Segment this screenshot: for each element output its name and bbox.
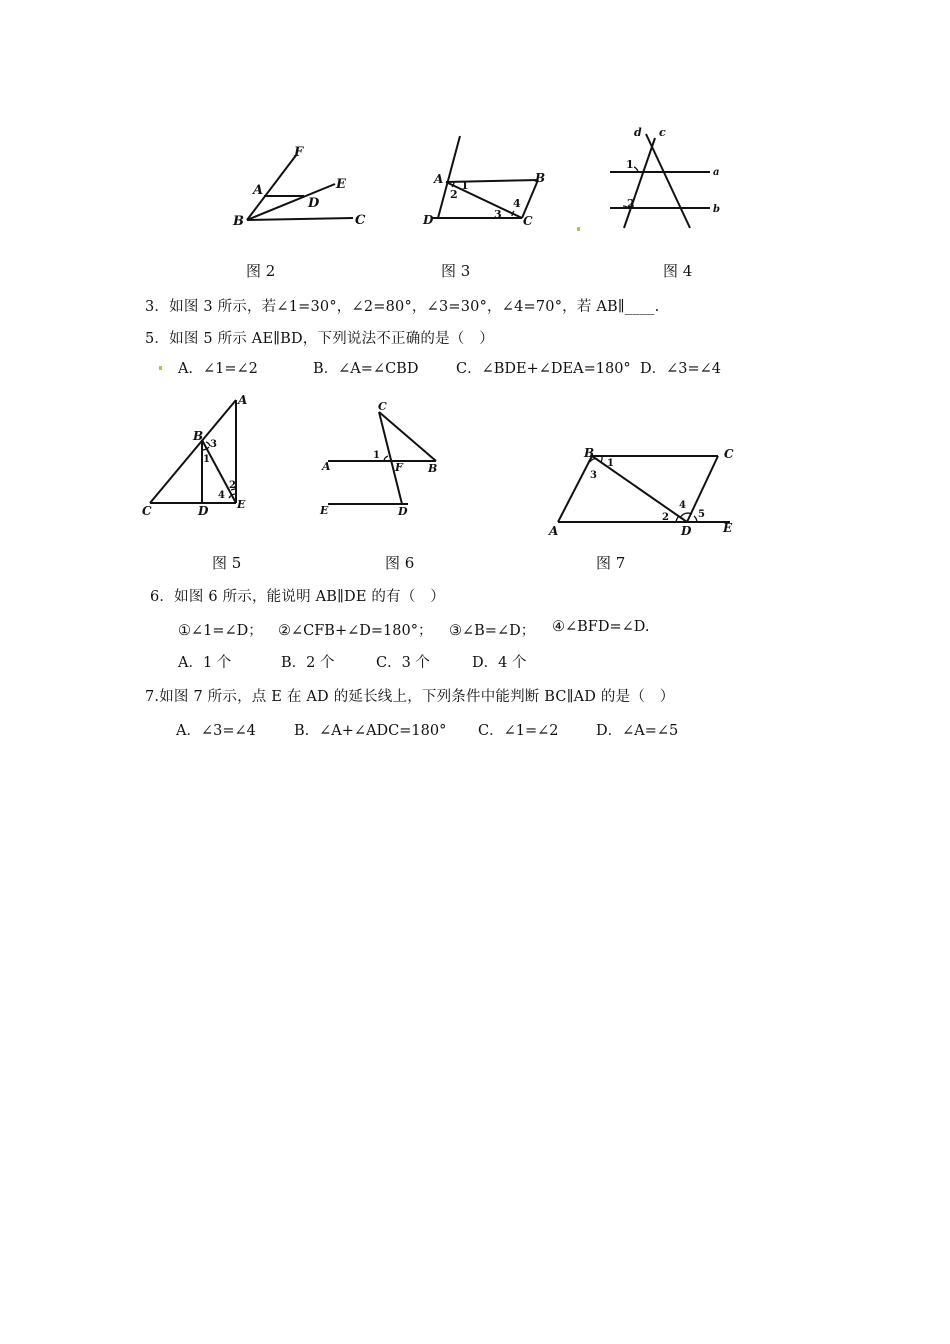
fig3-label-1: 1 [461,179,469,192]
fig5-label-E: E [237,498,246,511]
fig7-label-4: 4 [679,500,686,511]
fig7-label-1: 1 [607,458,614,469]
stray-mark [577,227,580,231]
fig3-label-3: 3 [494,208,502,221]
question-7-option-c: C．∠1=∠2 [478,723,559,739]
fig7-label-5: 5 [698,509,705,520]
figure-7 [546,442,746,538]
figure-4-diagram [606,124,731,234]
figure-6-caption: 图 6 [385,554,415,572]
fig6-label-1: 1 [373,450,380,461]
fig6-label-B: B [428,462,438,475]
fig3-label-2: 2 [450,188,458,201]
fig7-label-B: B [584,446,595,460]
fig3-label-A: A [434,172,444,186]
fig6-label-F: F [395,461,403,474]
question-6-text: 6．如图 6 所示，能说明 AB∥DE 的有（ ） [150,589,445,605]
fig5-label-4: 4 [218,490,225,501]
fig7-label-A: A [549,524,559,538]
fig5-label-B: B [193,429,204,443]
question-6-option-a: A．1 个 [178,655,232,671]
fig5-label-3: 3 [210,439,217,450]
stray-mark [159,366,162,370]
fig7-label-E: E [723,521,733,535]
figure-6-diagram [312,398,447,523]
question-7-option-a: A．∠3=∠4 [176,723,256,739]
figure-7-diagram [546,442,746,538]
fig4-label-2: 2 [627,197,635,210]
fig5-label-2: 2 [229,480,236,491]
fig5-label-C: C [142,504,152,518]
question-6-condition-3: ③∠B=∠D； [449,623,536,639]
fig7-label-3: 3 [590,470,597,481]
fig3-label-B: B [535,171,546,185]
fig5-label-A: A [238,393,248,407]
fig4-label-a: a [713,167,720,178]
fig2-label-A: A [253,183,264,198]
question-6-condition-2: ②∠CFB+∠D=180°； [278,623,433,639]
fig4-label-c: c [659,126,666,139]
fig7-label-2: 2 [662,512,669,523]
figure-2-diagram [225,140,375,235]
figure-3 [418,130,558,230]
fig2-label-D: D [308,196,320,211]
question-5-option-d: D．∠3=∠4 [640,361,722,377]
figure-3-caption: 图 3 [441,262,471,280]
figure-5-diagram [140,390,275,525]
question-5-option-b: B．∠A=∠CBD [313,361,419,377]
fig6-label-A: A [322,460,331,473]
question-6-option-d: D．4 个 [472,655,527,671]
fig4-label-d: d [634,126,642,139]
question-6-option-c: C．3 个 [376,655,430,671]
figure-2 [225,140,375,235]
fig5-label-D: D [198,504,209,518]
question-7-option-d: D．∠A=∠5 [596,723,679,739]
question-6-condition-1: ①∠1=∠D； [178,623,263,639]
fig3-label-4: 4 [513,197,521,210]
fig7-label-C: C [724,447,734,461]
fig2-label-F: F [294,145,304,160]
question-5-text: 5．如图 5 所示 AE∥BD，下列说法不正确的是（ ） [145,331,494,347]
fig3-label-C: C [523,214,533,228]
question-5-option-c: C．∠BDE+∠DEA=180° [456,361,631,377]
fig2-label-C: C [355,213,366,228]
question-3-text: 3．如图 3 所示，若∠1=30°，∠2=80°，∠3=30°，∠4=70°，若 AB∥____. [145,299,660,315]
question-7-text: 7.如图 7 所示，点 E 在 AD 的延长线上，下列条件中能判断 BC∥AD 的是（ ） [145,689,675,705]
fig3-label-D: D [423,213,434,227]
figure-5 [140,390,275,525]
figure-4 [606,124,731,234]
fig6-label-C: C [378,400,387,413]
question-6-option-b: B．2 个 [281,655,335,671]
fig2-label-B: B [233,214,244,229]
fig6-label-E: E [320,504,329,517]
fig2-label-E: E [336,177,346,192]
figure-6 [312,398,447,523]
fig4-label-1: 1 [626,158,634,171]
figure-7-caption: 图 7 [596,554,626,572]
figure-2-caption: 图 2 [246,262,276,280]
figure-3-diagram [418,130,558,230]
fig4-label-b: b [713,204,720,215]
question-7-option-b: B．∠A+∠ADC=180° [294,723,447,739]
figure-5-caption: 图 5 [212,554,242,572]
fig6-label-D: D [398,505,408,518]
question-5-option-a: A．∠1=∠2 [178,361,258,377]
figure-4-caption: 图 4 [663,262,693,280]
fig7-label-D: D [681,524,692,538]
question-6-condition-4: ④∠BFD=∠D. [552,619,650,635]
fig5-label-1: 1 [203,454,210,465]
